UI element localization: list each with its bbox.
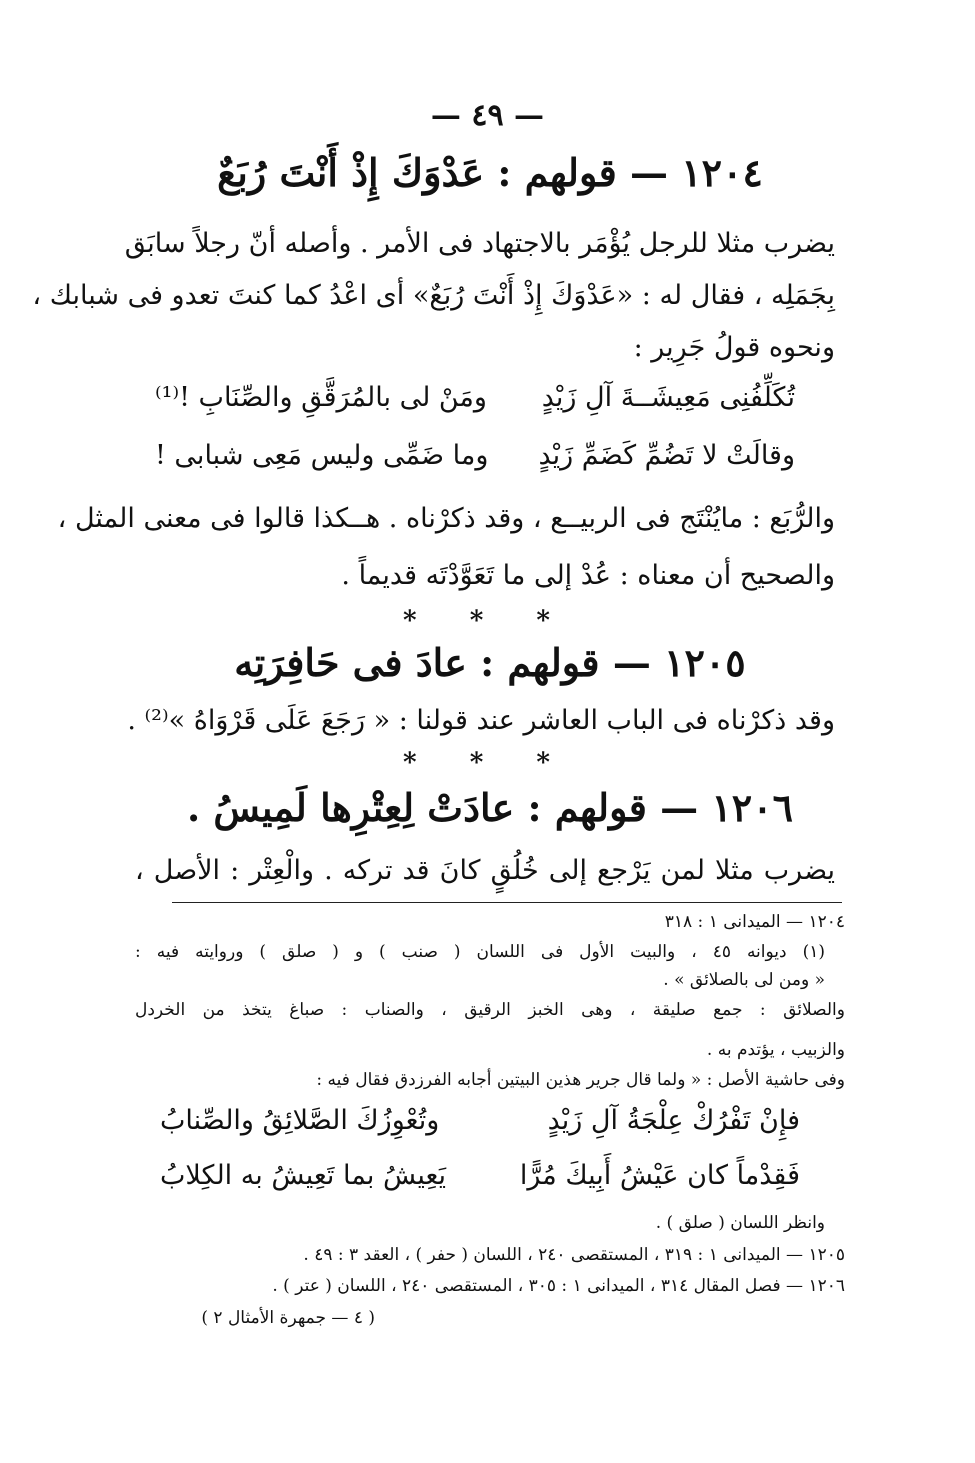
- verse-2-second-hemistich: وما ضَمِّى وليس مَعِى شبابى !: [155, 440, 489, 471]
- entry-1204-line-5: والصحيح أن معناه : عُدْ إلى ما تَعَوَّدْتَه قديماً .: [341, 560, 835, 591]
- footnote-verse-line-1: [160, 1105, 800, 1137]
- footnote-verse-1-second-hemistich: وتُعْوِزُكَ الصَّلائِقُ والصِّنابُ: [160, 1105, 440, 1136]
- entry-1204-line-3: ونحوه قولُ جَرِير :: [633, 332, 835, 363]
- footnote-1206-reference: ١٢٠٦ — فصل المقال ٣١٤ ، الميدانى ١ : ٣٠٥ ، المستقصى ٢٤٠ ، اللسان ( عتر ) .: [272, 1276, 845, 1296]
- footnote-verse-2-second-hemistich: يَعِيشُ بما تَعِيشُ به الكِلابُ: [160, 1160, 447, 1191]
- section-divider-stars-2: * * *: [403, 748, 572, 778]
- footnote-verse-line-2: [160, 1160, 800, 1192]
- footnote-verse-1-first-hemistich: فإِنْ تَفْرُكْ عِلْجَةُ آلِ زَيْدٍ: [547, 1105, 800, 1136]
- entry-1204-line-1: يضرب مثلا للرجل يُؤْمَر بالاجتهاد فى الأمر . وأصله أنّ رجلاً سابَق: [124, 228, 835, 259]
- entry-1204-line-2: بِجَمَلِه ، فقال له : «عَدْوَكَ إِذْ أَنْتَ رُبَعٌ» أى اعْدُ كما كنتَ تعدو فى شبابك ،: [32, 280, 835, 311]
- entry-1204-heading: ١٢٠٤ — قولهم : عَدْوَكَ إِذْ أَنْتَ رُبَعٌ: [217, 150, 763, 195]
- footnote-1-line-3: والصلائق : جمع صليقة ، وهى الخبز الرقيق ، والصناب : صباغ يتخذ من الخردل: [135, 1000, 845, 1020]
- footnote-1-line-2: « ومن لى بالصلائق » .: [663, 970, 825, 990]
- entry-1206-heading: ١٢٠٦ — قولهم : عادَتْ لِعِتْرِها لَمِيسُ .: [186, 785, 794, 830]
- section-divider-stars: * * *: [403, 606, 572, 636]
- footnote-1204-reference: ١٢٠٤ — الميدانى ١ : ٣١٨: [664, 912, 845, 932]
- footnote-1205-reference: ١٢٠٥ — الميدانى ١ : ٣١٩ ، المستقصى ٢٤٠ ، اللسان ( حفر ) ، العقد ٣ : ٤٩ .: [303, 1245, 845, 1265]
- entry-1206-line: يضرب مثلا لمن يَرْجع إلى خُلُقٍ كانَ قد تركه . والْعِتْر : الأصل ،: [135, 855, 835, 886]
- entry-1204-line-4: والرُّبَع : مايُنْتَج فى الربيــع ، وقد ذكرْناه . هــكذا قالوا فى معنى المثل ،: [57, 503, 835, 534]
- footnote-1-line-1: (١) ديوانه ٤٥ ، والبيت الأول فى اللسان ( صنب ) و ( صلق ) وروايته فيه :: [135, 942, 825, 962]
- footnote-1-line-5: وفى حاشية الأصل : « ولما قال جرير هذين البيتين أجابه الفرزدق فقال فيه :: [316, 1070, 845, 1090]
- page-signature: ( ٤ — جمهرة الأمثال ٢ ): [201, 1308, 375, 1328]
- verse-2-first-hemistich: وقالَتْ لا تَضُمِّ كَضَمِّ زَيْدٍ: [538, 440, 795, 471]
- footnote-1-line-6: وانظر اللسان ( صلق ) .: [655, 1213, 825, 1233]
- footnote-verse-2-first-hemistich: فَقِدْماً كان عَيْشُ أَبِيكَ مُرًّا: [519, 1160, 800, 1191]
- footnote-1-line-4: والزبيب ، يؤتدم به .: [706, 1040, 845, 1060]
- verse-1-first-hemistich: تُكَلِّفُنِى مَعِيشَــةَ آلِ زَيْدٍ: [541, 382, 795, 413]
- footnote-separator: [172, 902, 842, 903]
- entry-1205-heading: ١٢٠٥ — قولهم : عادَ فى حَافِرَتِه: [234, 640, 746, 685]
- page-number: — ٤٩ —: [430, 98, 545, 133]
- verse-1-second-hemistich: ومَنْ لى بالمُرَقَّقِ والصِّنَابِ !⁽¹⁾: [155, 382, 487, 413]
- verse-line-1: [155, 382, 795, 414]
- entry-1205-line: وقد ذكرْناه فى الباب العاشر عند قولنا : « رَجَعَ عَلَى قَرْوَاهُ »⁽²⁾ .: [127, 705, 835, 736]
- verse-line-2: [155, 440, 795, 472]
